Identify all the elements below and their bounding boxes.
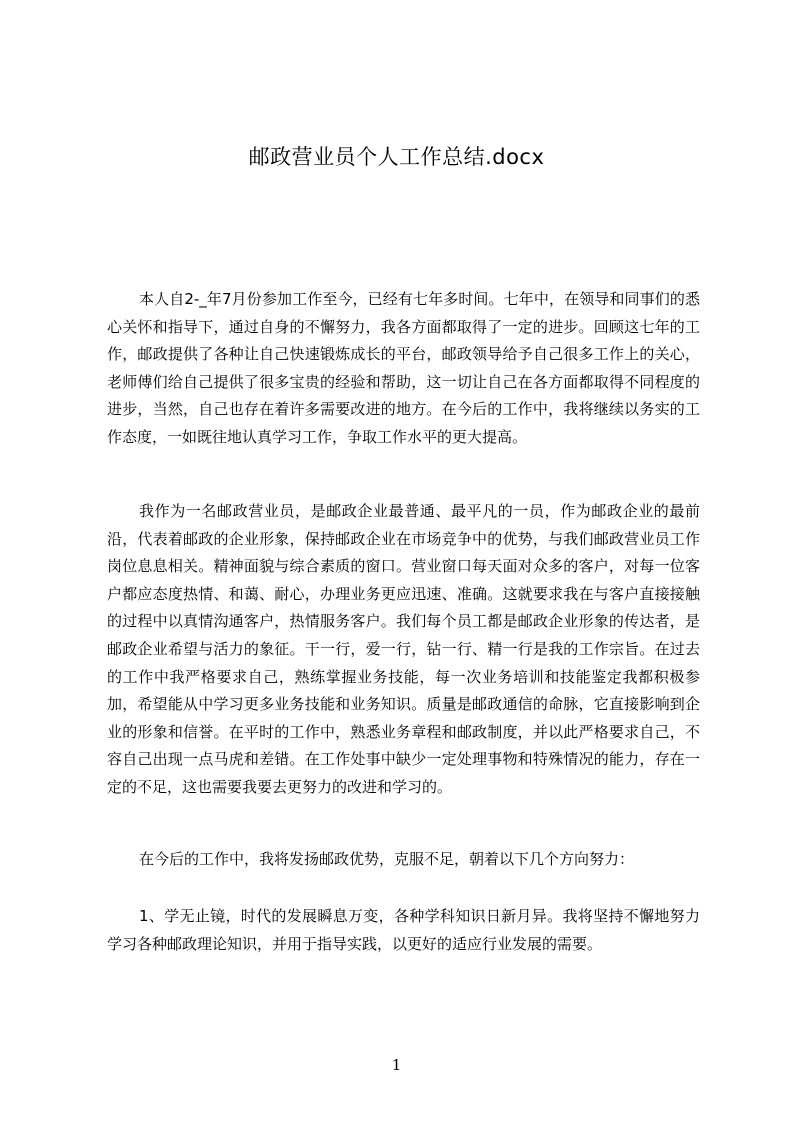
- paragraph-role: 我作为一名邮政营业员，是邮政企业最普通、最平凡的一员，作为邮政企业的最前沿，代表着邮政的企业形象，保持邮政企业在市场竞争中的优势，与我们邮政营业员工作岗位息息相关。精神面貌与综合素质的窗口。营业窗口每天面对众多的客户，对每一位客户都应态度热情、和蔼、耐心，办理业务更应迅速、准确。这就要求我在与客户直接接触的过程中以真情沟通客户，热情服务客户。我们每个员工都是邮政企业形象的传达者，是邮政企业希望与活力的象征。干一行，爱一行，钻一行、精一行是我的工作宗旨。在过去的工作中我严格要求自己，熟练掌握业务技能，每一次业务培训和技能鉴定我都积极参加，希望能从中学习更多业务技能和业务知识。质量是邮政通信的命脉，它直接影响到企业的形象和信誉。在平时的工作中，熟悉业务章程和邮政制度，并以此严格要求自己，不容自己出现一点马虎和差错。在工作处事中缺少一定处理事物和特殊情况的能力，存在一定的不足，这也需要我要去更努力的改进和学习的。: [107, 502, 700, 796]
- document-title: 邮政营业员个人工作总结.docx: [248, 145, 545, 169]
- page-number: 1: [391, 1056, 402, 1074]
- paragraph-intro: 本人自2-_年7月份参加工作至今，已经有七年多时间。七年中，在领导和同事们的悉心关怀和指导下，通过自身的不懈努力，我各方面都取得了一定的进步。回顾这七年的工作，邮政提供了各种让自己快速锻炼成长的平台，邮政领导给予自己很多工作上的关心，老师傅们给自己提供了很多宝贵的经验和帮助，这一切让自己在各方面都取得不同程度的进步，当然，自己也存在着许多需要改进的地方。在今后的工作中，我将继续以务实的工作态度，一如既往地认真学习工作，争取工作水平的更大提高。: [107, 290, 700, 446]
- paragraph-future: 在今后的工作中，我将发扬邮政优势，克服不足，朝着以下几个方向努力：: [139, 850, 635, 868]
- paragraph-item-1: 1、学无止镜，时代的发展瞬息万变，各种学科知识日新月异。我将坚持不懈地努力学习各种邮政理论知识，并用于指导实践，以更好的适应行业发展的需要。: [107, 907, 700, 953]
